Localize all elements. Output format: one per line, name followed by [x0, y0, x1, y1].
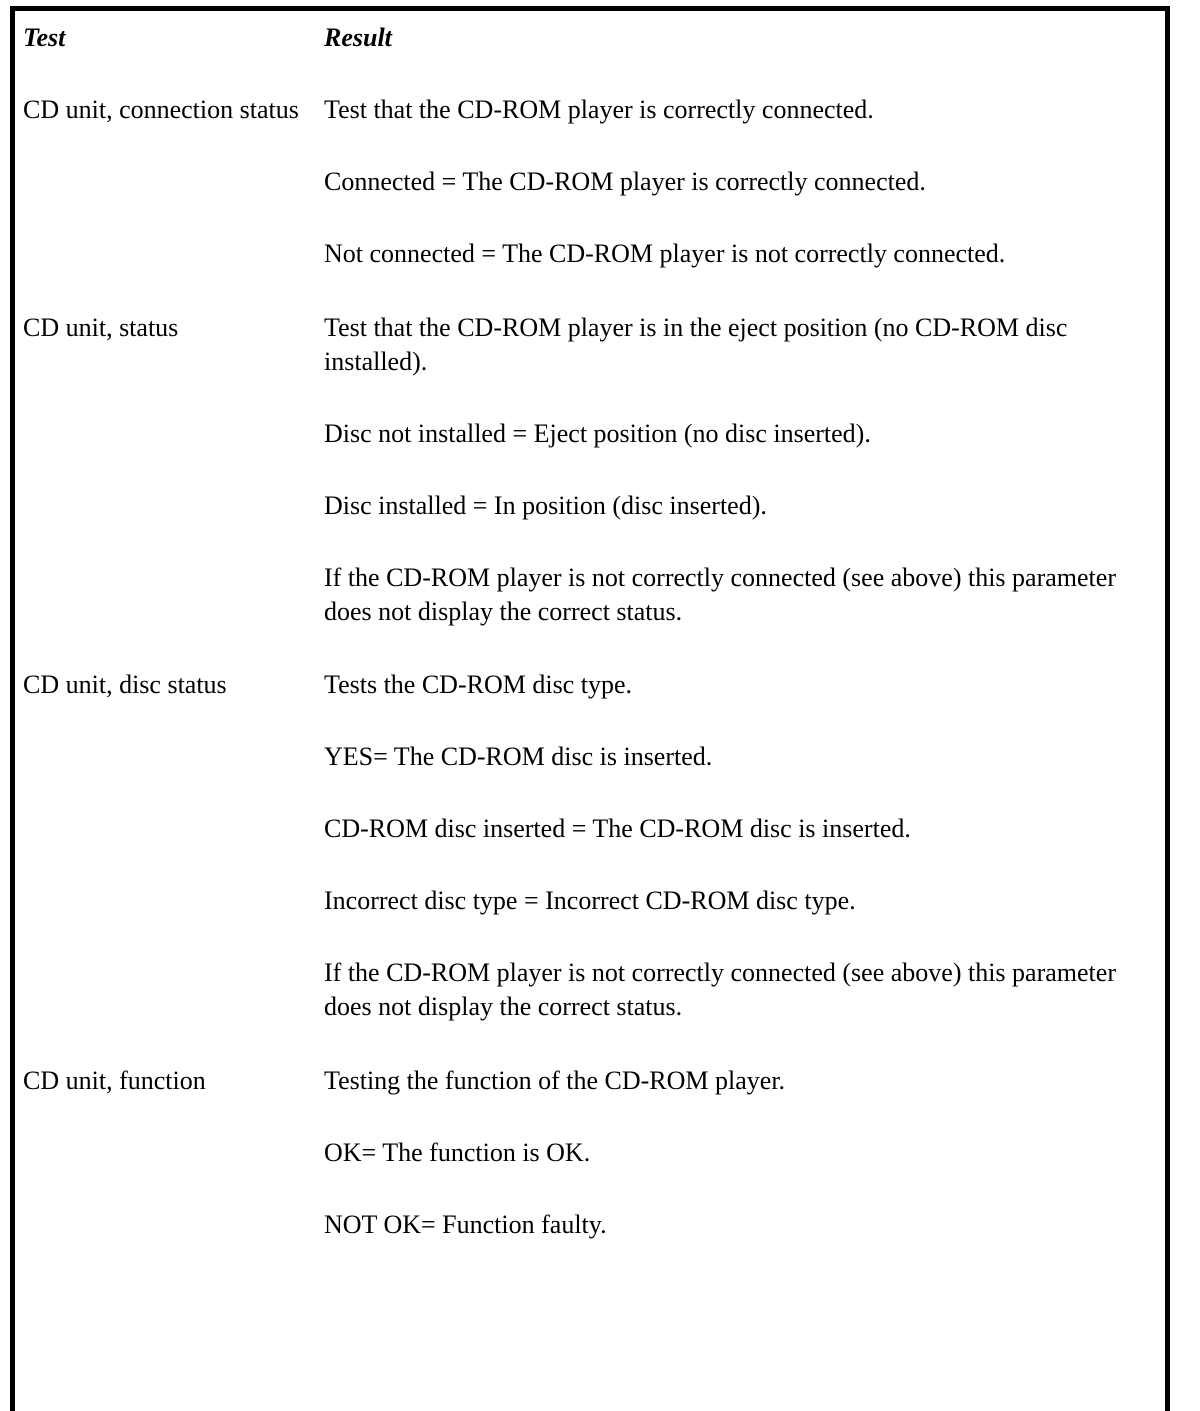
- result-line: YES= The CD-ROM disc is inserted.: [324, 742, 713, 771]
- result-line: Connected = The CD-ROM player is correctly connected.: [324, 167, 926, 196]
- result-line: Incorrect disc type = Incorrect CD-ROM disc type.: [324, 886, 856, 915]
- result-line: Test that the CD-ROM player is in the eject position (no CD-ROM disc installed).: [324, 313, 1068, 376]
- result-cell: [324, 311, 1144, 629]
- result-line: Tests the CD-ROM disc type.: [324, 670, 632, 699]
- test-name: CD unit, disc status: [23, 670, 227, 699]
- column-header-test: Test: [23, 23, 66, 52]
- result-line: Testing the function of the CD-ROM player.: [324, 1066, 786, 1095]
- result-line: Test that the CD-ROM player is correctly connected.: [324, 95, 874, 124]
- table-frame: [10, 6, 1170, 1411]
- test-name: CD unit, status: [23, 313, 179, 342]
- result-line: Disc not installed = Eject position (no disc inserted).: [324, 419, 871, 448]
- result-line: OK= The function is OK.: [324, 1138, 591, 1167]
- result-cell: [324, 668, 1144, 1024]
- result-cell: [324, 1064, 1144, 1242]
- result-line: Not connected = The CD-ROM player is not correctly connected.: [324, 239, 1006, 268]
- result-line: Disc installed = In position (disc inserted).: [324, 491, 767, 520]
- result-line: CD-ROM disc inserted = The CD-ROM disc is inserted.: [324, 814, 911, 843]
- result-cell: [324, 93, 1144, 271]
- column-header-result: Result: [324, 23, 392, 52]
- test-name: CD unit, function: [23, 1066, 206, 1095]
- result-line: If the CD-ROM player is not correctly connected (see above) this parameter does not display the correct status.: [324, 958, 1116, 1021]
- test-name: CD unit, connection status: [23, 95, 299, 124]
- result-line: NOT OK= Function faulty.: [324, 1210, 607, 1239]
- result-line: If the CD-ROM player is not correctly connected (see above) this parameter does not display the correct status.: [324, 563, 1116, 626]
